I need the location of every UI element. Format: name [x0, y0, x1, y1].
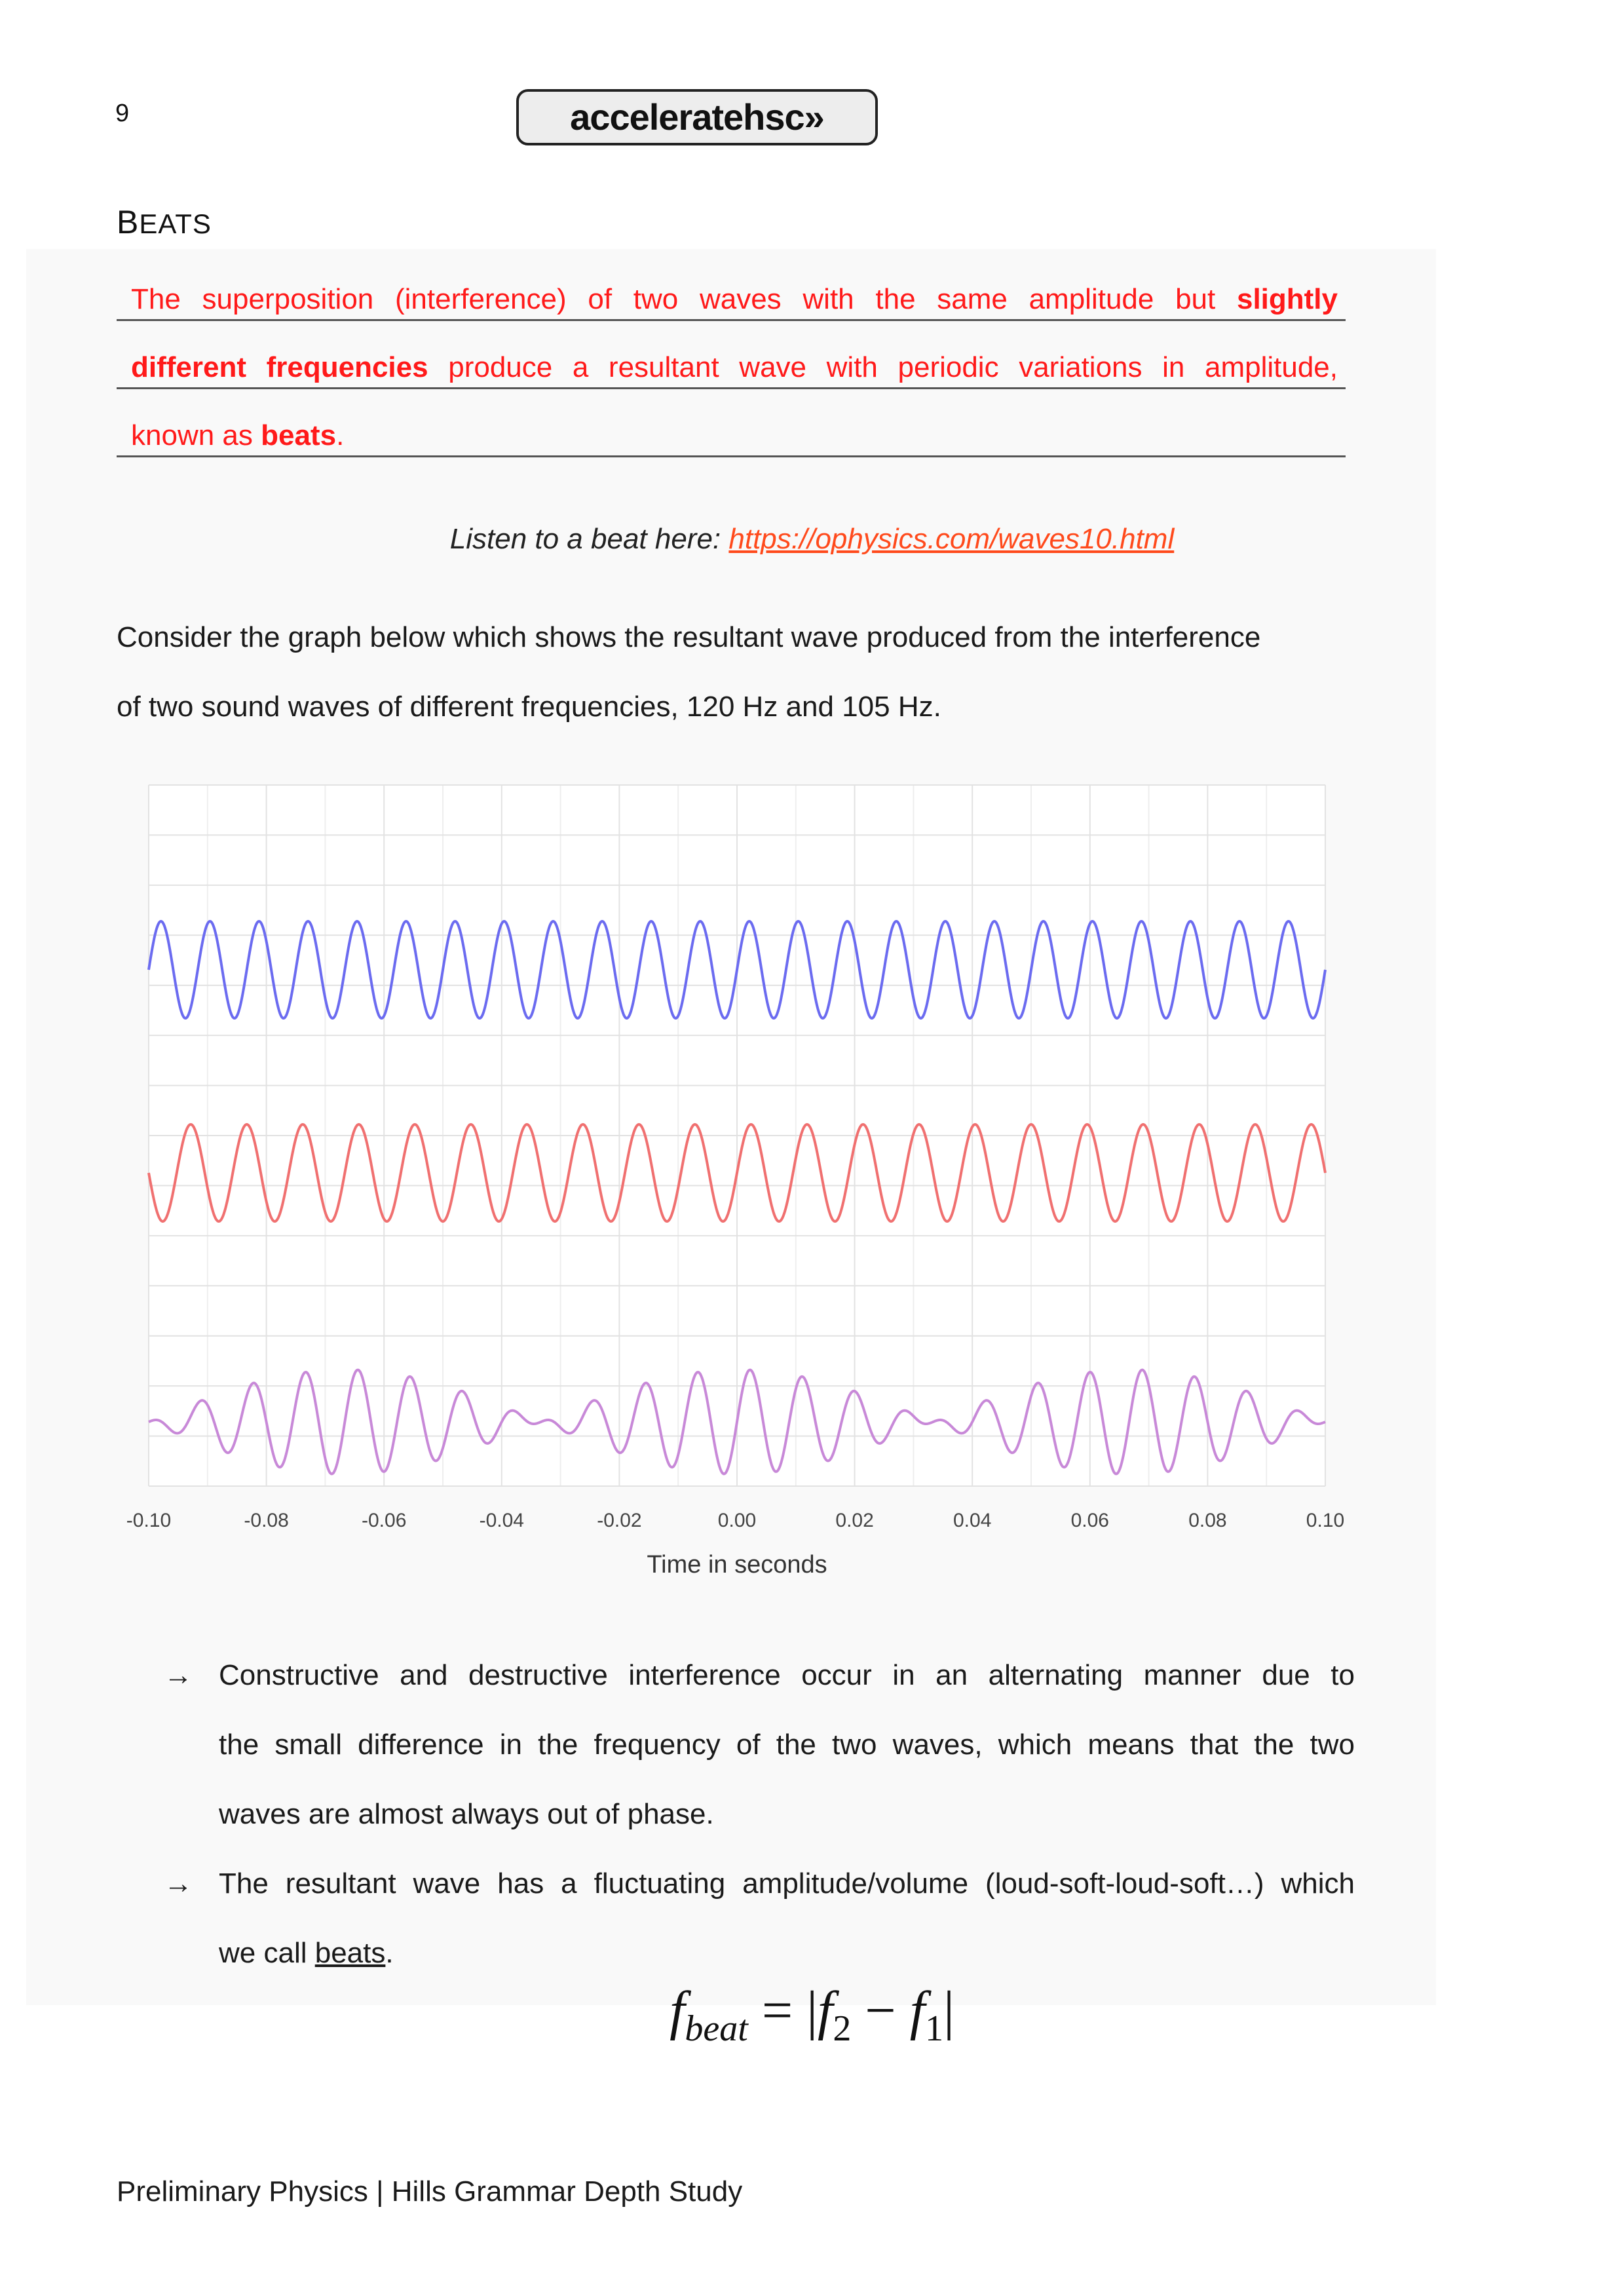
x-tick-label: 0.02	[835, 1510, 874, 1531]
definition-line-1	[117, 278, 1346, 321]
x-tick-label: -0.02	[597, 1510, 642, 1531]
formula-sub-1: 1	[925, 2008, 944, 2049]
x-tick-label: -0.08	[244, 1510, 289, 1531]
bullet-2	[164, 1849, 1363, 1993]
beats-chart	[115, 780, 1359, 1605]
definition-text: The superposition (interference) of two waves with the same amplitude but	[131, 283, 1237, 315]
arrow-icon: →	[164, 1659, 193, 1691]
definition-line-3	[117, 414, 1346, 457]
x-tick-label: 0.10	[1306, 1510, 1345, 1531]
bullet-2-text	[219, 1849, 1363, 1988]
section-title	[117, 203, 212, 241]
bullet-1-line-2: the small difference in the frequency of the two waves, which means that the two	[219, 1729, 1355, 1761]
bullet-2-line-2	[219, 1919, 1363, 1988]
definition-line-2	[117, 346, 1346, 389]
definition-text: produce a resultant wave with periodic variations in amplitude,	[428, 351, 1338, 383]
brand-logo	[516, 89, 878, 145]
bullet-1-line-3: waves are almost always out of phase.	[219, 1798, 714, 1830]
bullet-1	[164, 1641, 1363, 1850]
logo-text: acceleratehsc	[570, 96, 804, 138]
bullet-2-text-pre: we call	[219, 1937, 315, 1969]
ophysics-link[interactable]: https://ophysics.com/waves10.html	[728, 523, 1175, 555]
bullet-1-text	[219, 1641, 1363, 1849]
listen-line	[0, 523, 1624, 556]
x-tick-label: 0.08	[1188, 1510, 1227, 1531]
x-tick-label: 0.04	[953, 1510, 992, 1531]
definition-bold: slightly	[1236, 283, 1338, 315]
formula-sub-2: 2	[833, 2008, 852, 2049]
section-title-rest: EATS	[139, 208, 212, 239]
bullet-2-line-1: The resultant wave has a fluctuating amplitude/volume (loud-soft-loud-soft…) which	[219, 1867, 1355, 1900]
consider-line-2: of two sound waves of different frequencies, 120 Hz and 105 Hz.	[117, 691, 941, 723]
page-number: 9	[115, 100, 130, 127]
definition-text: .	[336, 419, 345, 451]
formula-f1: f	[909, 1980, 926, 2041]
formula-sub-beat: beat	[685, 2008, 748, 2049]
formula-abs-close: |	[943, 1980, 954, 2041]
definition-bold: different frequencies	[131, 351, 428, 383]
x-tick-label: 0.00	[717, 1510, 757, 1531]
arrow-icon: →	[164, 1867, 193, 1900]
formula-equals: = |	[747, 1980, 818, 2041]
beats-term: beats	[314, 1937, 386, 1969]
bullet-1-line-1: Constructive and destructive interference occur in an alternating manner due to	[219, 1659, 1355, 1691]
x-axis-ticks	[126, 1510, 1344, 1531]
definition-text: known as	[131, 419, 261, 451]
logo-arrows-icon: »	[804, 96, 824, 138]
bullet-2-text-post: .	[385, 1937, 394, 1969]
section-title-initial: B	[117, 204, 140, 240]
beat-frequency-formula	[0, 1979, 1624, 2050]
x-tick-label: -0.06	[362, 1510, 407, 1531]
x-tick-label: -0.10	[126, 1510, 172, 1531]
x-tick-label: -0.04	[479, 1510, 524, 1531]
listen-label: Listen to a beat here:	[449, 523, 729, 555]
x-axis-label: Time in seconds	[647, 1551, 827, 1578]
formula-f2: f	[818, 1980, 833, 2041]
definition-bold: beats	[261, 419, 337, 451]
footer: Preliminary Physics | Hills Grammar Depth Study	[117, 2175, 743, 2208]
x-tick-label: 0.06	[1070, 1510, 1109, 1531]
formula-minus: −	[851, 1980, 910, 2041]
formula-f: f	[670, 1980, 685, 2041]
consider-line-1: Consider the graph below which shows the resultant wave produced from the interference	[117, 621, 1261, 653]
